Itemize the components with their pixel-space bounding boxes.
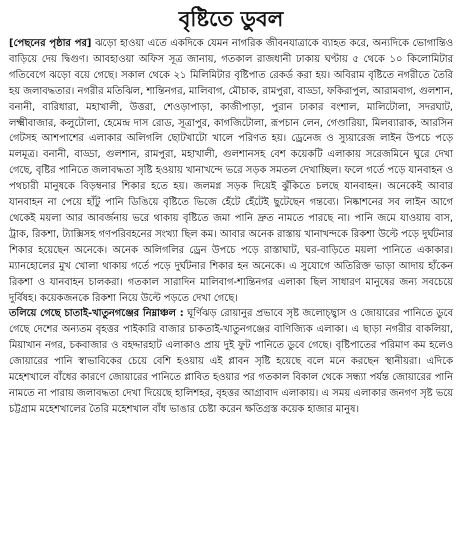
paragraph-2-text: ঘূর্ণিঝড় রোয়ানুর প্রভাবে সৃষ্ট জলোচ্ছ্বাস ও জোয়ারের পানিতে ডুবে গেছে দেশের অন্যতম বৃহত্তর পাইকারি বাজার চাকতাই-খাতুনগঞ্জের বাণিজ্যিক এলাকা। এ ছাড়া নগরীর বাকলিয়া, মিয়াখান নগর, চকবাজার ও বহদ্দারহাট এলাকাও প্রায় দুই ফুট পানিতে ডুবে গেছে। বৃষ্টিপাতের পরিমাণ কম হলেও জোয়ারের পানি স্বাভাবিকের চেয়ে বেশি হওয়ায় এই প্লাবন সৃষ্টি হয়েছে বলে মনে করছেন স্থানীয়রা। এদিকে মহেশখালে বাঁধের কারণে জোয়ারের পানিতে প্লাবিত হওয়ার পর গতকাল বিকাল থেকে সন্ধ্যা পর্যন্ত জোয়ারের পানি নামতে না পারায় জলাবদ্ধতা দেখা দিয়েছে হালিশহর, বৃহত্তর আগ্রাবাদ এলাকায়। এ সময় এলাকার জনগণ সৃষ্ট ভয়ে চট্টগ্রাম মহেশখালের তৈরি মহেশখাল বাঁধ ভাঙার চেষ্টা করেন ক্ষতিগ্রস্ত কয়েক হাজার মানুষ। (9, 308, 453, 415)
article-subhead: তলিয়ে গেছে চাতাই-খাতুনগঞ্জের নিম্নাঞ্চল : (9, 308, 184, 320)
article-paragraph-2 (9, 306, 453, 417)
article-paragraph-1 (9, 36, 453, 306)
continuation-kicker: [পেছনের পৃষ্ঠার পর] (9, 38, 92, 49)
article-headline: বৃষ্টিতে ডুবল (178, 6, 284, 31)
paragraph-1-text: ঝড়ো হাওয়া এতে একদিকে যেমন নাগরিক জীবনযাত্রাকে ব্যাহত করে, অন্যদিকে ভোগান্তিও বাড়িয়ে দেয় দ্বিগুণ। আবহাওয়া অফিস সূত্র জানায়, গতকাল রাজধানী ঢাকায় ঘণ্টায় ৫ থেকে ১০ কিলোমিটার গতিবেগে ঝড়ো বয়ে গেছে। সকাল থেকে ২১ মিলিমিটার বৃষ্টিপাত রেকর্ড করা হয়। অবিরাম বৃষ্টিতে নগরীতে তৈরি হয় জলাবদ্ধতার। নগরীর মতিঝিল, শান্তিনগর, মালিবাগ, মৌচাক, রামপুরা, বাড্ডা, ফকিরাপুল, আরামবাগ, গুলশান, বনানী, বারিধারা, মহাখালী, উত্তরা, শেওড়াপাড়া, কাজীপাড়া, পুরান ঢাকার বংশাল, মালিটোলা, সদরঘাট, লক্ষ্মীবাজার, কলুটোলা, হেমেন্দ্র দাস রোড, সূত্রাপুর, কাগজিটোলা, রূপচান লেন, গেণ্ডারিয়া, মিলব্যারাক, আরসিন গেটসহ আশপাশের এলাকার অলিগলি ছোটখাটো খালে পরিণত হয়। ড্রেনেজ ও স্যুয়ারেজ লাইন উপচে পড়ে মলমূত্র। বনানী, বাড্ডা, গুলশান, রামপুরা, মহাখালী, গুলশানসহ বেশ কয়েকটি এলাকায় সরেজমিনে ঘুরে দেখা গেছে, বৃষ্টির পানিতে জলাবদ্ধতা সৃষ্টি হওয়ায় খানাখন্দে ভরে সড়ক সমতল দেখাচ্ছিল। ফলে গর্তে পড়ে যানবাহন ও পথচারী মানুষকে বিড়ম্বনার শিকার হতে হয়। জলমগ্ন সড়ক দিয়েই ঝুঁকিতে চলছে যানবাহন। অনেকেই আবার যানবাহন না পেয়ে হাঁটু পানি ডিঙিয়ে বৃষ্টিতে ভিজে হেঁটে হেঁটেই ছুটেছেন গন্তব্যে। নিষ্কাশনের সব লাইন আগে থেকেই ময়লা আর আবর্জনায় ভরে থাকায় বৃষ্টিতে জমা পানি দ্রুত নামতে পারছে না। পানি জমে যাওয়ায় বাস, ট্রাক, রিকশা, ট্যাক্সিসহ গণপরিবহনের সংখ্যা ছিল কম। আবার অনেক রাস্তায় খানাখন্দকে রিকশা উল্টে পড়ে দুর্ঘটনার শিকার হয়েছেন অনেকে। অনেক অলিগলির ড্রেন উপচে পড়ে রাস্তাঘাট, ঘর-বাড়িতে ময়লা পানিতে একাকার। ম্যানহোলের মুখ খোলা থাকায় গর্তে পড়ে দুর্ঘটনার শিকার হন অনেকে। এ সুযোগে অতিরিক্ত ভাড়া আদায় হাঁকেন রিকশা ও যানবাহন চালকরা। গতকাল সারাদিন মালিবাগ-শান্তিনগর এলাকা ছিল সাধারণ মানুষের জন্য সবচেয়ে দুর্বিষহ। কয়েকজনকে রিকশা নিয়ে উল্টে পড়তে দেখা গেছে। (9, 38, 453, 304)
